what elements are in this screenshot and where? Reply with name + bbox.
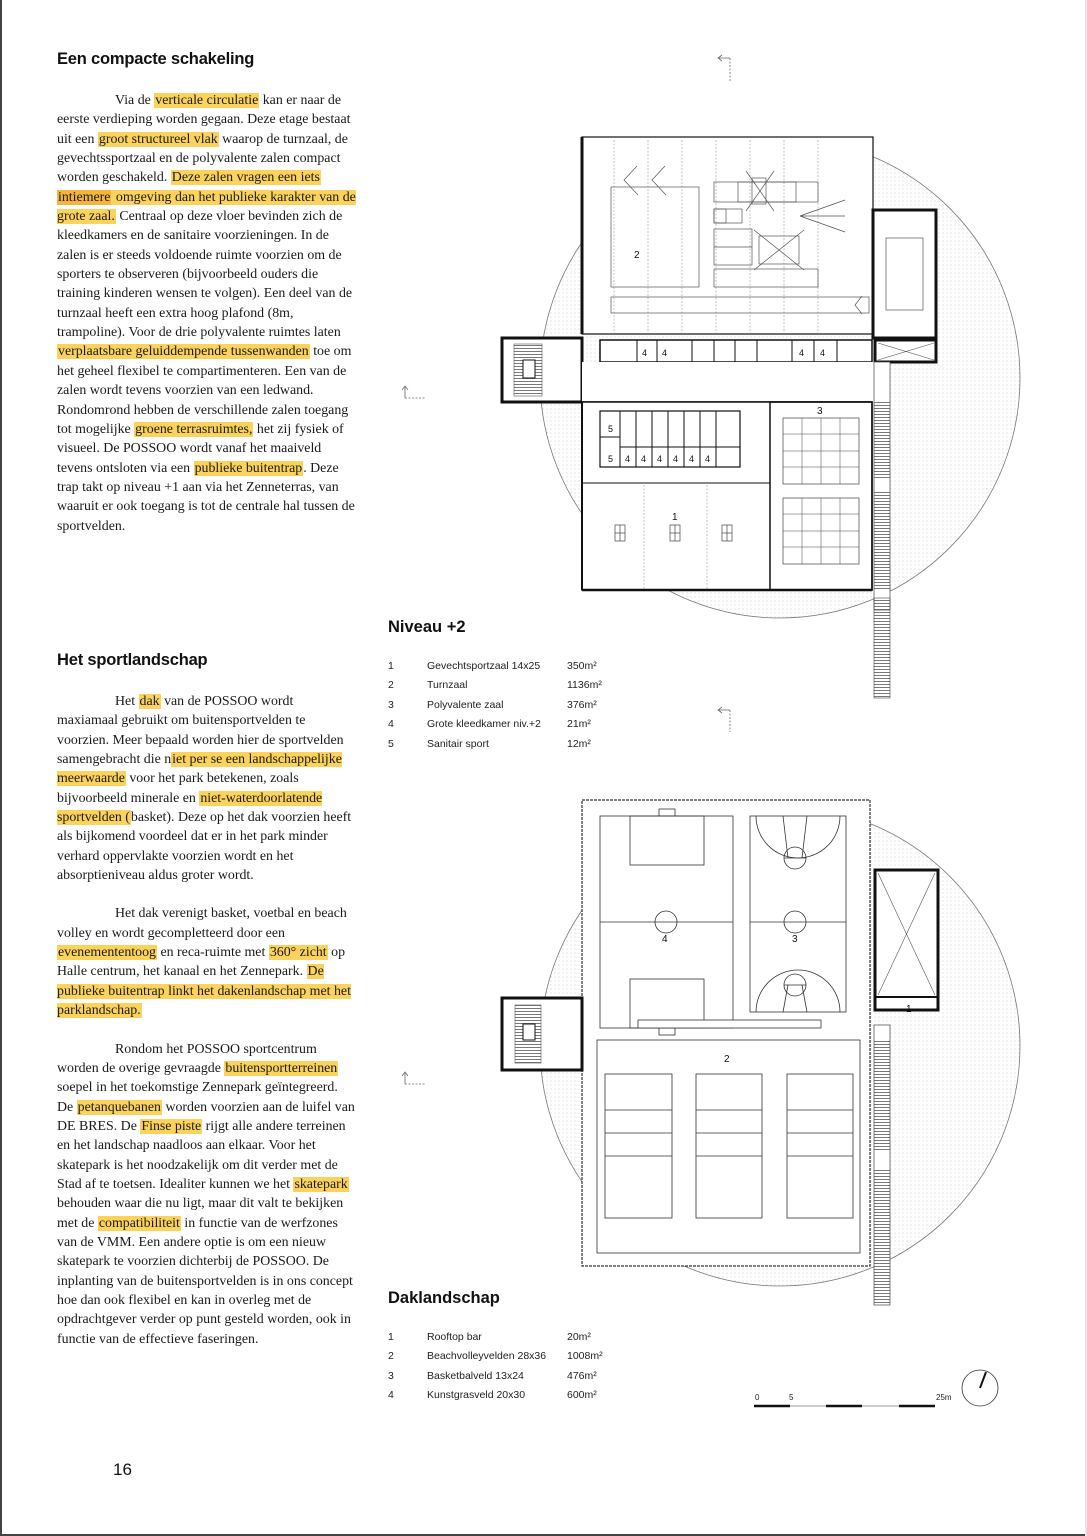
- text-run: Het dak verenigt basket, voetbal en beach volley en wordt gecompletteerd door een: [57, 906, 347, 941]
- room-name: Polyvalente zaal: [427, 698, 504, 711]
- section-title: Het sportlandschap: [57, 651, 208, 669]
- text-run: toe om het geheel flexibel te compartimenteren. Een van de zalen wordt tevens voorzien van een ledwand. Rondomrond hebben de verschillende zalen toegang tot mogelijke: [57, 344, 352, 437]
- plan-label: 4: [641, 454, 647, 464]
- highlighted-phrase: Finse piste: [141, 1118, 202, 1134]
- plan-label: 4: [705, 454, 711, 464]
- stair-core: [502, 998, 582, 1070]
- text-run: worden voorzien aan de luifel van DE BRES. De: [57, 1099, 355, 1134]
- room-annex: [873, 210, 936, 338]
- room-name: Turnzaal: [427, 679, 468, 692]
- text-run: . Deze trap takt op niveau +1 aan via het Zenneterras, van waaruit er ook toegang is tot de centrale hal tussen de sportvelden.: [57, 460, 355, 534]
- highlighted-phrase: niet-waterdoorlatende sportvelden (: [57, 790, 323, 826]
- room-name: Beachvolleyvelden 28x36: [427, 1350, 547, 1363]
- plan-label: 5: [608, 424, 614, 434]
- plan-label: 2: [634, 250, 640, 261]
- room-area: 600m²: [567, 1389, 597, 1402]
- room-number: 5: [388, 737, 394, 750]
- text-run: het zij fysiek of visueel. De POSSOO wordt vanaf het maaiveld tevens ontsloten via een: [57, 421, 344, 476]
- room-number: 1: [388, 659, 394, 672]
- plan-label: 3: [792, 934, 798, 945]
- section-marker-top: [718, 55, 730, 82]
- text-run: voor het park betekenen, zoals bijvoorbeeld minerale en: [57, 771, 299, 806]
- floor-plans: [2, 0, 1087, 1536]
- highlighted-phrase: omgeving dan het publieke karakter van de grote zaal.: [57, 189, 356, 225]
- text-run: in functie van de werfzones van de VMM. Een andere optie is om een nieuw skatepark te voorzien dichterbij de POSSOO. De inplanting van de buitensportvelden is in ons concept hoe dan ook flexibel en kan in overleg met de opdrachtgever verder op punt gesteld worden, ook in functie van de effectieve faseringen.: [57, 1215, 353, 1347]
- room-turnzaal: [582, 137, 873, 334]
- room-name: Grote kleedkamer niv.+2: [427, 718, 541, 731]
- section-title: Een compacte schakeling: [57, 50, 255, 68]
- text-run: Rondom het POSSOO sportcentrum worden de overige gevraagde: [57, 1041, 317, 1076]
- room-number: 3: [388, 1369, 394, 1382]
- bench: [638, 1020, 821, 1028]
- highlighted-phrase: 360° zicht: [269, 945, 327, 961]
- room-area: 350m²: [567, 659, 597, 672]
- highlighted-phrase: skatepark: [294, 1176, 348, 1192]
- room-number: 2: [388, 1350, 394, 1363]
- text-run: soepel in het toekomstige Zennepark geïntegreerd. De: [57, 1080, 338, 1115]
- plan-label: 4: [657, 454, 663, 464]
- highlighted-phrase: buitensportterreinen: [225, 1060, 338, 1076]
- text-run: basket). Deze op het dak voorzien heeft als bijkomend voordeel dat er in het park minder verhard oppervlakte voorzien wordt en het absorptieniveau aldus groter wordt.: [57, 810, 352, 884]
- room-number: 4: [388, 1389, 394, 1402]
- room-number: 1: [388, 1330, 394, 1343]
- highlighted-phrase: groot structureel vlak: [98, 131, 218, 147]
- text-run: van de POSSOO wordt maxiamaal gebruikt om buitensportvelden te voorzien. Meer bepaald worden hier de sportvelden samengebracht die n: [57, 694, 344, 768]
- north-arrow-icon: [962, 1370, 998, 1406]
- page-number: 16: [113, 1460, 132, 1479]
- plan-label: 2: [724, 1054, 730, 1065]
- room-name: Kunstgrasveld 20x30: [427, 1389, 526, 1402]
- scale-bar: [754, 1393, 952, 1406]
- scale-label-mid: 5: [789, 1393, 794, 1402]
- highlighted-phrase: petanquebanen: [77, 1099, 161, 1115]
- plan-label: 5: [608, 454, 614, 464]
- plan-label: 4: [820, 348, 826, 358]
- plan-label: 4: [689, 454, 695, 464]
- plan-daklandschap: [402, 707, 1020, 1305]
- highlighted-phrase: Deze zalen vragen een iets: [171, 170, 320, 186]
- highlighted-phrase: groene terrasruimtes,: [135, 421, 253, 437]
- room-area: 21m²: [567, 718, 591, 731]
- highlighted-phrase: dak: [139, 694, 160, 709]
- scale-label-end: 25m: [936, 1393, 952, 1402]
- room-name: Rooftop bar: [427, 1330, 482, 1343]
- legend-title: Niveau +2: [388, 618, 466, 636]
- text-run: Via de: [115, 93, 155, 108]
- plan-label: 4: [642, 348, 648, 358]
- highlighted-phrase: evenemententoog: [58, 945, 156, 961]
- room-area: 376m²: [567, 698, 597, 711]
- legend-title: Daklandschap: [388, 1289, 500, 1307]
- section-marker-left: [402, 1072, 426, 1084]
- shaft: [875, 340, 936, 362]
- room-name: Sanitair sport: [427, 737, 489, 750]
- room-area: 476m²: [567, 1369, 597, 1382]
- plan-label: 1: [906, 1004, 912, 1015]
- room-area: 1136m²: [567, 679, 602, 692]
- highlighted-phrase: compatibiliteit: [98, 1215, 180, 1231]
- lower-block: [582, 402, 872, 590]
- text-run: op Halle centrum, het kanaal en het Zennepark.: [57, 945, 346, 980]
- room-area: 12m²: [567, 737, 591, 750]
- scale-label-start: 0: [755, 1393, 760, 1402]
- room-name: Gevechtsportzaal 14x25: [427, 659, 541, 672]
- plan-label: 4: [625, 454, 631, 464]
- plan-label: 4: [662, 348, 668, 358]
- rooftop-bar-volume: [875, 870, 938, 1010]
- text-run: rijgt alle andere terreinen en het landschap naadloos aan elkaar. Voor het skatepark is het noodzakelijk om dit verder met de Stad af te toetsen. Idealiter kunnen we het: [57, 1118, 346, 1192]
- section-marker-left: [402, 386, 426, 398]
- plan-label: 1: [672, 512, 678, 523]
- corridor: [582, 362, 874, 402]
- plan-label: 4: [662, 934, 668, 945]
- highlighted-phrase: verticale circulatie: [155, 93, 259, 108]
- plan-label: 4: [673, 454, 679, 464]
- room-number: 3: [388, 698, 394, 711]
- room-number: 2: [388, 679, 394, 692]
- text-run: behouden waar die nu ligt, maar dit valt te bekijken met de: [57, 1196, 344, 1231]
- text-run: kan er naar de eerste verdieping worden gegaan. Deze etage bestaat uit een: [57, 93, 351, 147]
- plan-niveau-2: [402, 55, 1020, 698]
- text-run: Centraal op deze vloer bevinden zich de kleedkamers en de sanitaire voorzieningen. In de zalen is er steeds voldoende ruimte voorzien om de sporters te observeren (bijvoorbeeld ouders die training kinderen wensen te volgen). Een deel van de turnzaal heeft een extra hoog plafond (8m, trampoline). Voor de drie polyvalente ruimtes laten: [57, 209, 353, 341]
- room-number: 4: [388, 718, 394, 731]
- roof-deck: [582, 800, 870, 1266]
- highlighted-phrase: publieke buitentrap: [194, 460, 303, 476]
- room-area: 20m²: [567, 1330, 591, 1343]
- highlighted-phrase: De publieke buitentrap linkt het dakenlandschap met het parklandschap.: [57, 964, 351, 1019]
- changing-rooms-upper: [600, 340, 872, 362]
- text-run: en reca-ruimte met: [156, 945, 269, 961]
- text-run: waarop de turnzaal, de gevechtssportzaal en de polyvalente zalen compact worden geschakeld.: [57, 131, 348, 186]
- section-marker-top: [718, 707, 730, 732]
- highlighted-phrase: iet per se een landschappelijke meerwaarde: [57, 752, 342, 787]
- plan-label: 4: [799, 348, 805, 358]
- text-run: Het: [115, 694, 139, 709]
- strong-highlighted-phrase: intiemere: [58, 189, 111, 205]
- plan-label: 3: [817, 406, 823, 417]
- highlighted-phrase: verplaatsbare geluiddempende tussenwanden: [58, 344, 309, 360]
- room-area: 1008m²: [567, 1350, 603, 1363]
- room-name: Basketbalveld 13x24: [427, 1369, 524, 1382]
